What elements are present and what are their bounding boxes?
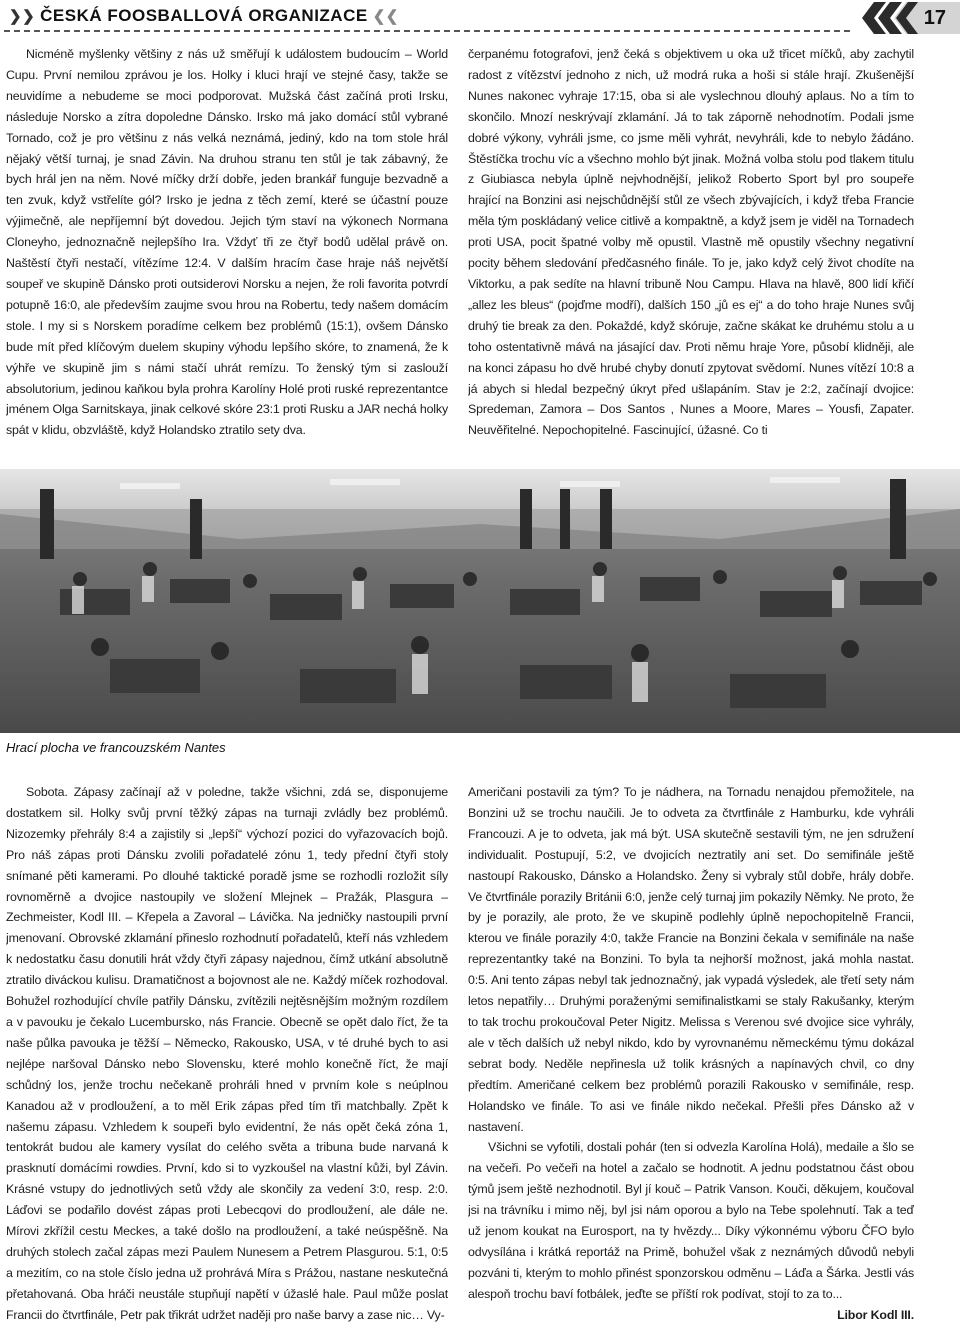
tournament-hall-photo [0, 469, 960, 733]
paragraph: Američani postavili za tým? To je nádhera, na Tornadu nenajdou přemožitele, na Bonzini už se trochu naučili. Je to odveta za čtvrtfinále z Hamburku, kde vyhráli Francouzi. A je to odveta, jak má být. USA skutečně sestavili tým, ne jen sdružení individualit. Postupují, 5:2, ve dvojicích neztratily ani set. Do semifinále ještě nastoupí Rakousko, Dánsko a Holandsko. Ženy si vybraly stůl dobře, hrály dobře. Ve čtvrtfinále porazily Británii 6:0, jenže celý turnaj jim pokazily Němky. Ne proto, že by je porazily, ale proto, že ve skupině podlehly úplně nepochopitelně Francii, kterou ve finále porazily 4:0, takže Francie na Bonzini čekala v semifinále na naše reprezentantky také na Bonzini. To byla ta nejhorší možnost, jaká mohla nastat. 0:5. Ani tento zápas nebyl tak jednoznačný, jak vypadá výsledek, ale třetí sety nám letos nepatřily… Druhými poraženými semifinalistkami se staly Rakušanky, kterým to tak trochu prokoučoval Peter Nigitz. Melissa s Verenou své dvojice sice vyhrály, ale v těch dalších už nebyl nikdo, kdo by vyrovnanému německému týmu dokázal sebrat body. Neděle nepřinesla už tolik krásných a napínavých chvil, co dny předtím. Američané celkem bez problémů porazili Rakousko v semifinále, resp. Holandsko ve finále. To asi ve finále nikdo nečekal. Přešli přes Dánsko až v nastavení. [468, 785, 914, 1134]
paragraph: Nicméně myšlenky většiny z nás už směřují k událostem budoucím – World Cupu. První nemilou zprávou je los. Holky i kluci hrají ve stejné časy, takže se neuvidíme a nebudeme se moci podporovat. Mužská část začíná proti Irsku, následuje Norsko a zítra dopoledne Dánsko. Irsko má jako domácí stůl vybrané Tornado, což je pro většinu z nás velká neznámá, jediný, kdo na tom stole hrál nějaký větší turnaj, je snad Závin. Na druhou stranu ten stůl je tak zábavný, že bych hrál jen na něm. Nové míčky drží dobře, jeden brankář funguje bezvadně a ten zvuk, když vstřelíte gól? Irsko je jedna z těch zemí, které se účastní pouze výjimečně, ale nepříjemní být dovedou. Jejich tým staví na výkonech Normana Cloneyho, jednoznačně nejlepšího Ira. Vždyť tři ze čtyř bodů udělal právě on. Naštěstí čtyři nestačí, vítězíme 12:4. V dalším hracím čase hraje náš největší soupeř ve skupině Dánsko proti outsiderovi Norsku a nejen, že roli favorita potvrdí potupně 16:0, ale především zaujme svou hrou na Robertu, tedy našem domácím stole. I my si s Norskem poradíme celkem bez problémů (15:1), ovšem Dánsko bude mít před klíčovým duelem skupiny výhodu lepšího skóre, to znamená, že k výhře ve skupině jim s námi stačí uhrát remízu. To ženský tým si zaslouží absolutorium, jedinou kaňkou byla prohra Karolíny Holé proti ruské reprezentantce jménem Olga Sarnitskaya, jinak celkové skóre 23:1 proti Rusku a JAR nechá holky spát v klidu, obzvláště, když Holandsko ztratilo sety dva. [6, 47, 448, 438]
article-column-4 [468, 782, 914, 1344]
page-header [0, 0, 960, 36]
photo-caption: Hrací plocha ve francouzském Nantes [6, 740, 226, 755]
section-title-bar [4, 6, 404, 26]
chevron-right-icon: ❯❯ [9, 8, 36, 25]
chevron-left-icon: ❮❮ [372, 8, 399, 25]
paragraph: Sobota. Zápasy začínají až v poledne, takže všichni, zdá se, disponujeme dostatkem sil. Holky svůj první těžký zápas na turnaji zvládly bez problémů. Nizozemky přehrály 8:4 a zajistily si „lepší“ výchozí pozici do vyřazovacích bojů. Pro náš zápas proti Dánsku zvolili pořadatelé zónu 1, tedy přední čtyři stoly snímané pěti kamerami. Po dlouhé taktické poradě jsme se rozhodli rozložit síly rovnoměrně a dvojice nastoupily ve složení Mlejnek – Pražák, Plasgura – Zechmeister, Kodl III. – Křepela a Zavoral – Lávička. Na jedničky nastoupili první jmenovaní. Obrovské zklamání přineslo rozhodnutí pořadatelů, kteří nás vzhledem k nedostatku času donutili hrát vždy čtyři zápasy najednou, čímž utkání absolutně ztratilo diváckou kulisu. Dramatičnost a bojovnost ale ne. Každý míček rozhodoval. Bohužel rozhodující chvíle patřily Dánsku, zvítězili nejtěsnějším možným rozdílem a v pavouku je čekalo Lucembursko, nás Francie. Obecně se opět dalo říct, že ta naše půlka pavouka je těžší – Německo, Rakousko, USA, v té druhé bych to asi nejlépe naršoval Dánsko nebo Slovensku, které mohlo konečně říct, že mají schůdný los, jenže trochu nečekaně prohráli hned v prvním kole s neúplnou Kanadou až v prodloužení, a to měl Erik zápas před tím tři matchbally. Zpět k našemu zápasu. Vzhledem k soupeři bylo evidentní, že nás opět čeká zóna 1, tentokrát budou ale kamery vysílat do celého světa a tribuna bude narvaná k prasknutí domácími rowdies. První, kdo si to vyzkoušel na vlastní kůži, byl Závin. Krásné vstupy do jednotlivých setů vždy ale skončily za vedení 3:0, resp. 2:0. Láďovi se podařilo dovést zápas proti Lebecqovi do prodloužení, ale dále ne. Mírovi zkřížil cestu Meckes, a také došlo na prodloužení, a také neúspěšně. Na druhých stolech začal zápas mezi Paulem Nunesem a Petrem Plasgurou. 5:1, 0:5 a mezitím, co na stole číslo jedna už prohrává Míra s Prážou, nastane neskutečná přetahovaná. Oba hráči neustále stupňují napětí v úžaslé hale. Paul může poslat Francii do čtvrtfinále, Petr pak třikrát udržet naději pro naše barvy a zase nic… Vy- [6, 785, 448, 1322]
article-column-1 [6, 44, 448, 458]
author-signature: Libor Kodl III. [837, 1307, 914, 1322]
paragraph: čerpanému fotografovi, jenž čeká s objektivem u oka už třicet míčků, aby zachytil radost z vítězství jednoho z nich, už modrá ruka a hoši si stále hrají. Zkušenější Nunes nakonec vyhraje 17:15, oba si ale vyslechnou dlouhý aplaus. No a tím to skončilo. Mnozí neskrývají zklamání. Já to tak záporně nehodnotím. Podali jsme dobré výkony, vyhráli jsme, co jsme měli vyhrát, nevyhráli, kde to nebylo žádáno. Štěstíčka trochu víc a všechno mohlo být jinak. Možná volba stolu pod tlakem titulu z Giubiasca nebyla úplně nejvhodnější, jelikož Roberto Sport byl pro soupeře hrající na Bonzini asi nejschůdnější stůl ze všech zbývajících, i když třeba Francie měla tým poskládaný velice citlivě a kompaktně, a když jsem je viděl na Tornadech proti USA, pocit špatné volby mě opustil. Vlastně mě opustily všechny negativní pocity během sledování předčasného finále. To je, jako když celý život chodíte na Viktorku, a pak sedíte na hlavní tribuně Nou Campu. Hlava na hlavě, 800 lidí křičí „allez les bleus“ (pojďme modří), dalších 150 „jů es ej“ a do toho hraje Nunes svůj druhý tie break za den. Pokaždé, když skóruje, začne skákat ke druhému stolu a u toho ostentativně mává na jásající dav. Proti němu hraje Yore, působí klidněji, ale na konci zápasu ho dvě hrubé chyby donutí zpytovat svědomí. Nunes vítězí 10:8 a já abych si hledal bezpečný úkryt před ušlapáním. Stav je 2:2, začínají dvojice: Spredeman, Zamora – Dos Santos , Nunes a Moore, Mares – Yousfi, Zapater. Neuvěřitelné. Nepochopitelné. Fascinující, úžasné. Co ti [468, 47, 914, 438]
section-title: ČESKÁ FOOSBALLOVÁ ORGANIZACE [40, 6, 368, 25]
page-number: 17 [923, 7, 946, 29]
article-column-3 [6, 782, 448, 1344]
page-number-tab [852, 0, 960, 36]
paragraph: Všichni se vyfotili, dostali pohár (ten si odvezla Karolína Holá), medaile a šlo se na večeři. Po večeři na hotel a začalo se hodnotit. A jednu podstatnou část obou týmů jsem ještě nezhodnotil. Byl jí kouč – Patrik Vanson. Kouči, děkujem, koučoval jsi na trávníku i mimo něj, byl jsi nám oporou a bylo na Tebe spolehnutí. Tak a teď už jenom koukat na Eurosport, na ty hvězdy... Díky výkonnému výboru ČFO bylo odvysílána i krátká reportáž na Primě, bohužel však z neznámých důvodů nebyli pozváni ti, kterým to mohlo přinést sponzorskou odměnu – Láďa a Šárka. Jestli vás alespoň trochu baví fotbálek, jeďte se příští rok podívat, stojí to za to... [468, 1140, 914, 1301]
photo-illustration [0, 469, 960, 733]
article-column-2 [468, 44, 914, 458]
header-dashed-rule [4, 30, 850, 32]
